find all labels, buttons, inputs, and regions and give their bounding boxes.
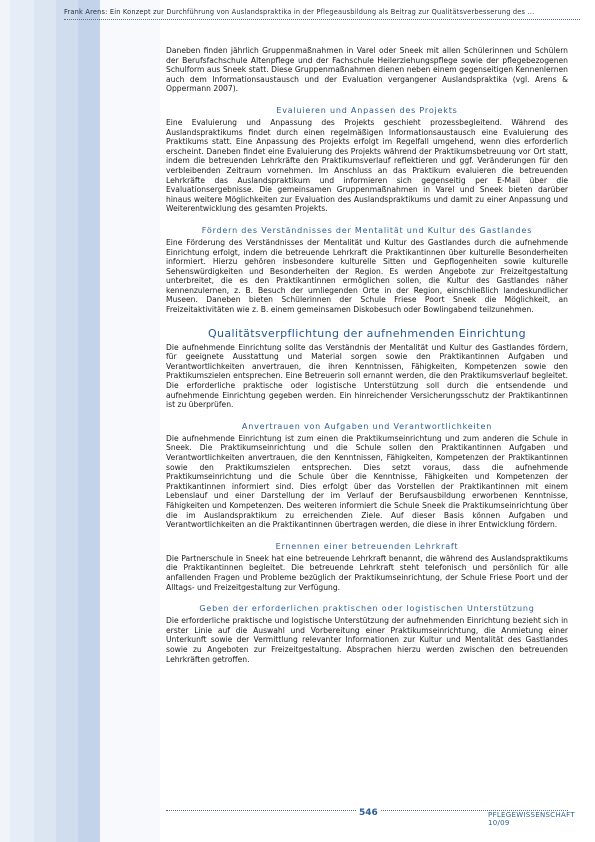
heading-evaluation: Evaluieren und Anpassen des Projekts <box>276 105 458 115</box>
running-header: Frank Arens: Ein Konzept zur Durchführung von Auslandspraktika in der Pflegeausbildung als Beitrag zur Qualitätsverbesserung des ... <box>64 8 535 16</box>
paragraph-intro: Daneben finden jährlich Gruppenmaßnahmen in Varel oder Sneek mit allen Schülerinnen und Schülern der Berufsfachschule Altenpflege und der Fachschule Heilerziehungspflege sowie der pflegebezogenen Schulform aus Sneek statt. Diese Gruppenmaßnahmen dienen neben einem gegenseitigen Kennenlernen auch dem Informationsaustausch und der Evaluation vergangener Auslandspraktika (vgl. Arens & Oppermann 2007). <box>166 46 568 94</box>
page-number: 546 <box>356 808 381 818</box>
paragraph-culture: Eine Förderung des Verständnisses der Mentalität und Kultur des Gastlandes durch die aufnehmende Einrichtung erfolgt, indem die betreuende Lehrkraft die Praktikantinnen über kulturelle Besonderheiten informiert. Hierzu gehören insbesondere kulturelle Sitten und Gepflogenheiten sowie kulturelle Sehenswürdigkeiten und Besonderheiten der Region. Es werden Angebote zur Freizeitgestaltung unterbreitet, die es den Praktikantinnen ermöglichen sollen, die Kultur des Gastlandes näher kennenzulernen, z. B. Besuch der umliegenden Orte in der Region, einschließlich landeskundlicher Museen. Daneben bieten Schülerinnen der Schule Friese Poort Sneek die Möglichkeit, an Freizeitaktivitäten wie z. B. einem gemeinsamen Diskobesuch oder Bowlingabend teilzunehmen. <box>166 237 568 315</box>
section-title: Qualitätsverpflichtung der aufnehmenden Einrichtung <box>207 326 527 340</box>
paragraph-tasks: Die aufnehmende Einrichtung ist zum einen die Praktikumseinrichtung und zum anderen die Schule in Sneek. Die Praktikumseinrichtung und die Schule sollen den Praktikantinnen Aufgaben und Verantwortlichkeiten anvertrauen, die den Kenntnissen, Fähigkeiten, Kompetenzen der Praktikantinnen sowie den Praktikumszielen entsprechen. Dies setzt voraus, dass die aufnehmende Praktikumseinrichtung und die Schule über die Kenntnisse, Fähigkeiten und Kompetenzen der Praktikantinnen informiert sind. Dies erfolgt über das Vorstellen der Praktikantinnen mit einem Lebenslauf und einer Darstellung der im Verlauf der Berufsausbildung erworbenen Kenntnisse, Fähigkeiten und Kompetenzen. Des weiteren informiert die Schule Sneek die Praktikumseinrichtung über die im Auslandspraktikum zu erreichenden Ziele. Auf dieser Basis können Aufgaben und Verantwortlichkeiten an die Praktikantinnen übertragen werden, die diese in ihrer Entwicklung fördern. <box>166 433 568 530</box>
journal-name: PFLEGEWISSENSCHAFT 10/09 <box>488 811 575 827</box>
decorative-side-bands <box>0 0 160 842</box>
paragraph-teacher: Die Partnerschule in Sneek hat eine betreuende Lehrkraft benannt, die während des Auslandspraktikums die Praktikantinnen begleitet. Die betreuende Lehrkraft steht telefonisch und persönlich für alle anfallenden Fragen und Probleme bezüglich der Praktikumseinrichtung, der Schule Friese Poort und der Alltags- und Freizeitgestaltung zur Verfügung. <box>166 553 568 592</box>
paragraph-evaluation: Eine Evaluierung und Anpassung des Projekts geschieht prozessbegleitend. Während des Auslandspraktikums findet durch einen regelmäßigen Informationsaustausch eine Evaluierung des Praktikums statt. Eine Anpassung des Projekts erfolgt im Regelfall umgehend, wenn dies erforderlich erscheint. Daneben findet eine Evaluierung des Projekts während der Praktikumsbetreuung vor Ort statt, indem die betreuenden Lehrkräfte den Praktikumsverlauf reflektieren und ggf. Veränderungen für den verbleibenden Zeitraum vornehmen. Im Anschluss an das Praktikum evaluieren die betreuenden Lehrkräfte das Auslandspraktikum und informieren sich gegenseitig per E-Mail über die Evaluationsergebnisse. Die gemeinsamen Gruppenmaßnahmen in Varel und Sneek bieten darüber hinaus weitere Möglichkeiten zur Evaluation des Auslandspraktikums und damit zu einer Anpassung und Weiterentwicklung des gesamten Projekts. <box>166 117 568 214</box>
paragraph-section-intro: Die aufnehmende Einrichtung sollte das Verständnis der Mentalität und Kultur des Gastlandes fördern, für geeignete Ausstattung und Material sorgen sowie den Praktikantinnen Aufgaben und Verantwortlichkeiten anvertrauen, die ihren Kenntnissen, Fähigkeiten, Kompetenzen sowie den Praktikumszielen entsprechen. Eine Betreuerin soll ernannt werden, die den Praktikumsverlauf begleitet. Die erforderliche praktische oder logistische Unterstützung soll durch die entsendende und aufnehmende Einrichtung gegeben werden. Ein hinreichender Versicherungsschutz der Praktikantinnen ist zu überprüfen. <box>166 342 568 410</box>
paragraph-logistics: Die erforderliche praktische und logistische Unterstützung der aufnehmenden Einrichtung bezieht sich in erster Linie auf die Auswahl und Vorbereitung einer Praktikumseinrichtung, die Anmietung einer Unterkunft sowie der Vermittlung relevanter Informationen zur Kultur und Mentalität des Gastlandes sowie zu Angeboten zur Freizeitgestaltung. Absprachen hierzu werden zwischen den betreuenden Lehrkräften getroffen. <box>166 616 568 664</box>
header-divider <box>64 19 580 20</box>
main-column <box>166 46 568 664</box>
heading-teacher: Ernennen einer betreuenden Lehrkraft <box>275 541 459 551</box>
heading-tasks: Anvertrauen von Aufgaben und Verantwortlichkeiten <box>241 421 493 431</box>
heading-culture: Fördern des Verständnisses der Mentalität und Kultur des Gastlandes <box>201 225 533 235</box>
heading-logistics: Geben der erforderlichen praktischen oder logistischen Unterstützung <box>199 604 535 614</box>
